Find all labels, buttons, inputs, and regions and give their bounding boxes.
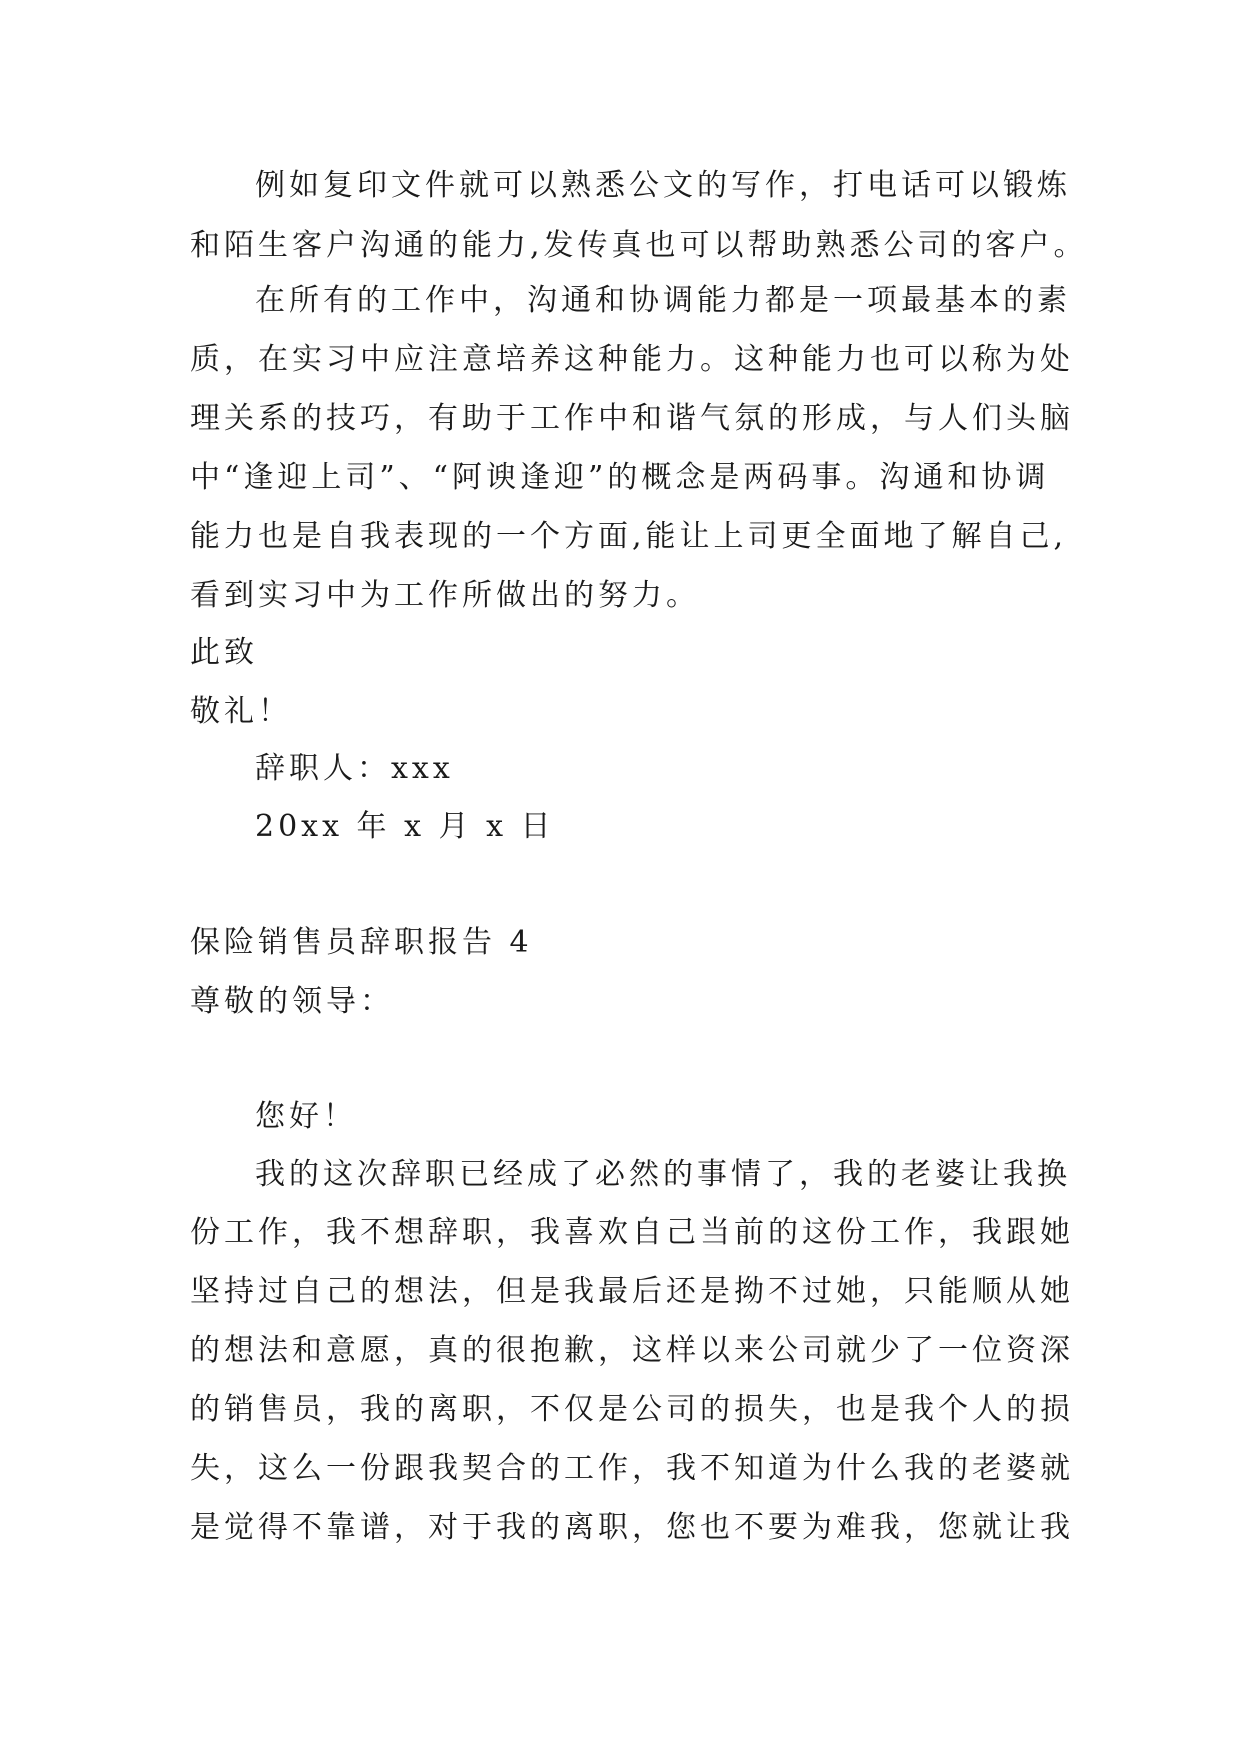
paragraph-line: 的销售员，我的离职，不仅是公司的损失，也是我个人的损 bbox=[190, 1392, 1074, 1427]
paragraph-line: 坚持过自己的想法，但是我最后还是拗不过她，只能顺从她 bbox=[190, 1274, 1074, 1309]
closing-line: 此致 bbox=[190, 635, 258, 670]
paragraph-line: 份工作，我不想辞职，我喜欢自己当前的这份工作，我跟她 bbox=[190, 1215, 1074, 1250]
paragraph-line: 的想法和意愿，真的很抱歉，这样以来公司就少了一位资深 bbox=[190, 1333, 1074, 1368]
paragraph-line: 是觉得不靠谱，对于我的离职，您也不要为难我，您就让我 bbox=[190, 1510, 1074, 1545]
paragraph-line: 我的这次辞职已经成了必然的事情了，我的老婆让我换 bbox=[255, 1157, 1071, 1192]
paragraph-line: 能力也是自我表现的一个方面,能让上司更全面地了解自己, bbox=[190, 519, 1068, 554]
paragraph-line: 看到实习中为工作所做出的努力。 bbox=[190, 578, 700, 613]
paragraph-line: 质，在实习中应注意培养这种能力。这种能力也可以称为处 bbox=[190, 342, 1074, 377]
paragraph-line: 在所有的工作中，沟通和协调能力都是一项最基本的素 bbox=[255, 283, 1071, 318]
paragraph-line: 失，这么一份跟我契合的工作，我不知道为什么我的老婆就 bbox=[190, 1451, 1074, 1486]
paragraph-line: 理关系的技巧，有助于工作中和谐气氛的形成，与人们头脑 bbox=[190, 401, 1074, 436]
paragraph-line: 和陌生客户沟通的能力,发传真也可以帮助熟悉公司的客户。 bbox=[190, 228, 1088, 263]
date-line: 20xx 年 x 月 x 日 bbox=[255, 809, 555, 844]
salutation: 尊敬的领导： bbox=[190, 984, 394, 1019]
greeting: 您好！ bbox=[255, 1099, 357, 1134]
closing-regards: 敬礼！ bbox=[190, 694, 292, 729]
signer-line: 辞职人：xxx bbox=[255, 751, 454, 786]
paragraph-line: 例如复印文件就可以熟悉公文的写作，打电话可以锻炼 bbox=[255, 168, 1071, 203]
paragraph-line: 中“逢迎上司”、“阿谀逢迎”的概念是两码事。沟通和协调 bbox=[190, 460, 1050, 495]
section-title: 保险销售员辞职报告 4 bbox=[190, 925, 533, 960]
